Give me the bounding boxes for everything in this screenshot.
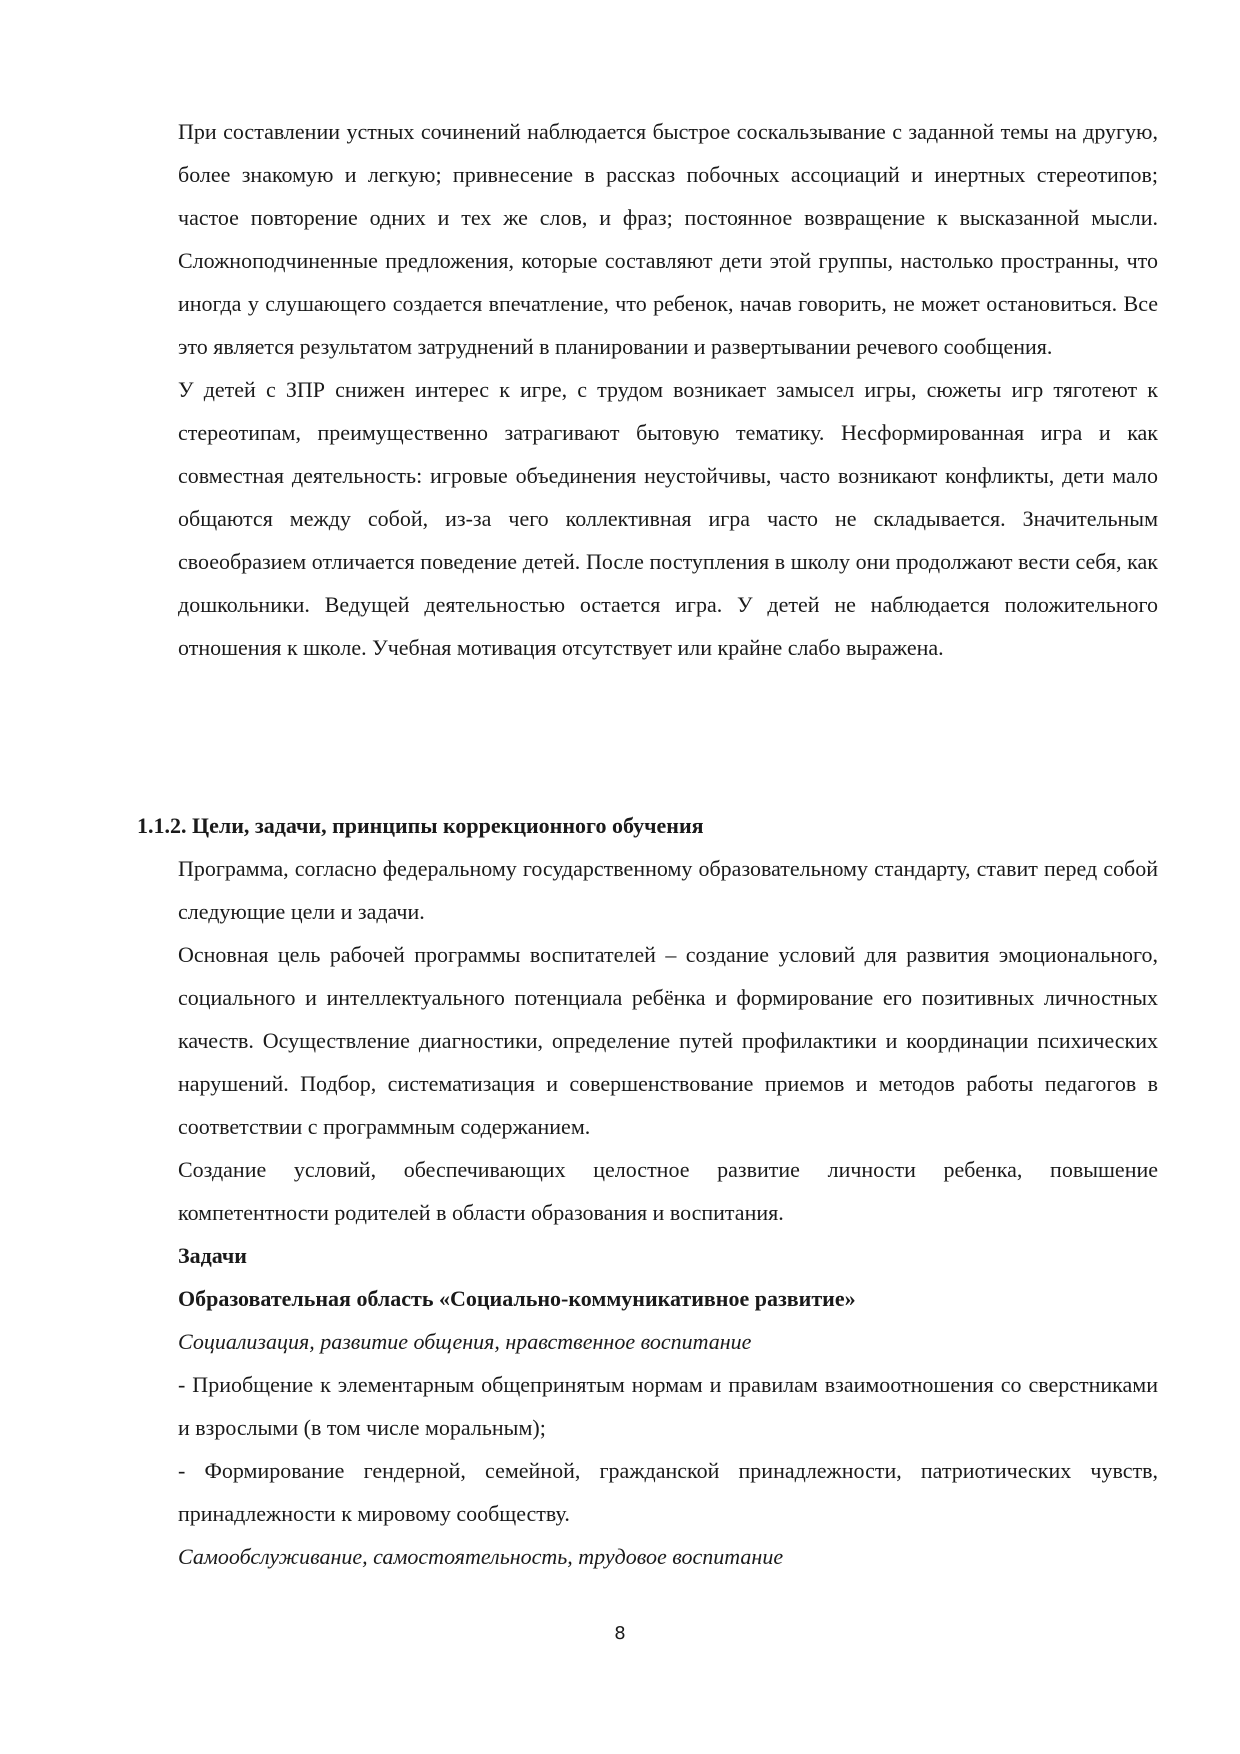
intro-text-block: [178, 110, 1158, 669]
subsection-self-service: Самообслуживание, самостоятельность, трудовое воспитание: [178, 1544, 784, 1569]
section-heading: 1.1.2. Цели, задачи, принципы коррекционного обучения: [137, 813, 704, 838]
paragraph-program: Программа, согласно федеральному государственному образовательному стандарту, ставит перед собой следующие цели и задачи.: [178, 856, 1158, 924]
tasks-title: Задачи: [178, 1243, 247, 1268]
page-number: 8: [614, 1623, 626, 1644]
area-title: Образовательная область «Социально-коммуникативное развитие»: [178, 1286, 856, 1311]
task-item: - Формирование гендерной, семейной, гражданской принадлежности, патриотических чувств, принадлежности к мировому сообществу.: [178, 1458, 1158, 1526]
paragraph-conditions: Создание условий, обеспечивающих целостное развитие личности ребенка, повышение компетентности родителей в области образования и воспитания.: [178, 1157, 1158, 1225]
paragraph-main-goal: Основная цель рабочей программы воспитателей – создание условий для развития эмоционального, социального и интеллектуального потенциала ребёнка и формирование его позитивных личностных качеств. Осуществление диагностики, определение путей профилактики и координации психических нарушений. Подбор, систематизация и совершенствование приемов и методов работы педагогов в соответствии с программным содержанием.: [178, 942, 1158, 1139]
goals-text-block: [178, 847, 1158, 1578]
paragraph-play: У детей с ЗПР снижен интерес к игре, с трудом возникает замысел игры, сюжеты игр тяготеют к стереотипам, преимущественно затрагивают бытовую тематику. Несформированная игра и как совместная деятельность: игровые объединения неустойчивы, часто возникают конфликты, дети мало общаются между собой, из-за чего коллективная игра часто не складывается. Значительным своеобразием отличается поведение детей. После поступления в школу они продолжают вести себя, как дошкольники. Ведущей деятельностью остается игра. У детей не наблюдается положительного отношения к школе. Учебная мотивация отсутствует или крайне слабо выражена.: [178, 377, 1158, 660]
task-item: - Приобщение к элементарным общепринятым нормам и правилам взаимоотношения со сверстниками и взрослыми (в том числе моральным);: [178, 1372, 1158, 1440]
paragraph-speech: При составлении устных сочинений наблюдается быстрое соскальзывание с заданной темы на другую, более знакомую и легкую; привнесение в рассказ побочных ассоциаций и инертных стереотипов; частое повторение одних и тех же слов, и фраз; постоянное возвращение к высказанной мысли. Сложноподчиненные предложения, которые составляют дети этой группы, настолько пространны, что иногда у слушающего создается впечатление, что ребенок, начав говорить, не может остановиться. Все это является результатом затруднений в планировании и развертывании речевого сообщения.: [178, 119, 1158, 359]
subsection-socialization: Социализация, развитие общения, нравственное воспитание: [178, 1329, 752, 1354]
